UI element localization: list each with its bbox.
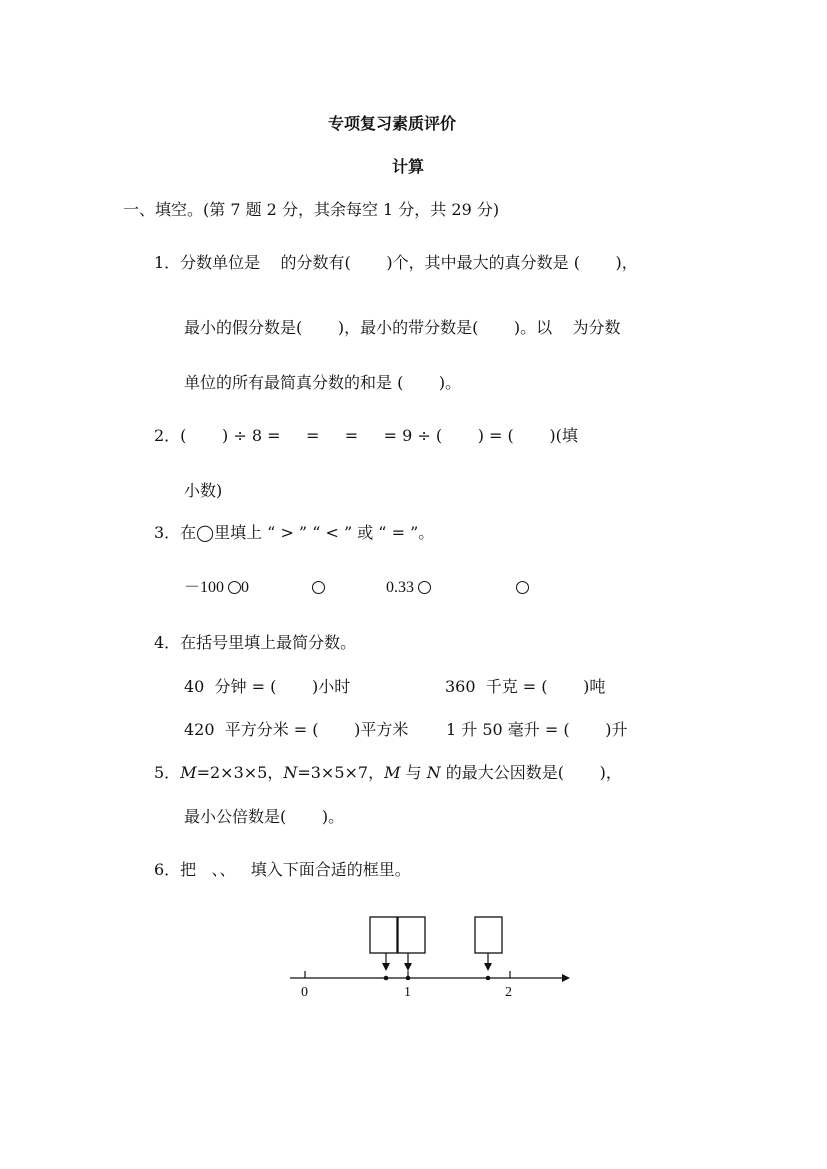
q5-var-n: N (283, 763, 298, 782)
number-line-figure (280, 905, 580, 1005)
arrow-head-3 (484, 963, 492, 971)
compare-circle-3[interactable] (418, 581, 431, 594)
q3-c-value: 0.33 (386, 579, 414, 596)
page-subtitle: 计算 (392, 157, 425, 176)
q5-var-m: M (180, 763, 197, 782)
q2-line1: 2．( ) ÷ 8 = = = = 9 ÷ ( ) = ( )(填 (154, 426, 578, 445)
q5-m-expr: =2×3×5， (196, 763, 284, 782)
q1-line1: 1．分数单位是 的分数有( )个，其中最大的真分数是 ( )， (154, 253, 638, 272)
q5-tail: 的最大公因数是( )， (440, 763, 622, 782)
compare-circle-4[interactable] (516, 581, 529, 594)
point-dot-2 (406, 976, 411, 981)
q3-item-a (184, 578, 249, 598)
q1-line2: 最小的假分数是( )，最小的带分数是( )。以 为分数 (184, 318, 621, 337)
q5-line2: 最小公倍数是( )。 (184, 807, 345, 826)
q3-item-c (386, 578, 431, 598)
answer-box-2[interactable] (398, 917, 425, 953)
section-heading: 一、填空。(第 7 题 2 分，其余每空 1 分，共 29 分) (123, 200, 500, 219)
q3-line1: 3．在◯里填上 “ > ” “ < ” 或 “ = ”。 (154, 523, 435, 542)
answer-box-1[interactable] (370, 917, 397, 953)
answer-box-3[interactable] (475, 917, 502, 953)
q5-line1 (154, 763, 622, 783)
tick-label-1: 1 (404, 985, 411, 1000)
q5-mid: 与 (400, 763, 427, 782)
compare-circle-1[interactable] (228, 581, 241, 594)
tick-label-2: 2 (505, 985, 512, 1000)
q4-item-c: 420 平方分米 = ( )平方米 (184, 720, 409, 739)
q5-var-m2: M (384, 763, 401, 782)
arrow-head-1 (382, 963, 390, 971)
q3-a-value: －100 (184, 579, 225, 596)
q5-number: 5． (154, 763, 181, 782)
axis-arrow-head (562, 974, 570, 982)
q5-n-expr: =3×5×7， (297, 763, 385, 782)
tick-label-0: 0 (301, 985, 308, 1000)
compare-circle-2[interactable] (312, 581, 325, 594)
arrow-head-2 (404, 963, 412, 971)
q3-a-right: 0 (241, 579, 250, 596)
page-title: 专项复习素质评价 (328, 114, 457, 133)
point-dot-3 (486, 976, 491, 981)
q4-item-b: 360 千克 = ( )吨 (445, 677, 606, 696)
q4-item-a: 40 分钟 = ( )小时 (184, 677, 351, 696)
q5-var-n2: N (426, 763, 441, 782)
q2-line2: 小数) (184, 481, 223, 500)
q6-line1: 6．把 、、 填入下面合适的框里。 (154, 860, 411, 879)
q4-line1: 4．在括号里填上最简分数。 (154, 633, 357, 652)
point-dot-1 (384, 976, 389, 981)
q1-line3: 单位的所有最简真分数的和是 ( )。 (184, 373, 462, 392)
q4-item-d: 1 升 50 毫升 = ( )升 (446, 720, 628, 739)
